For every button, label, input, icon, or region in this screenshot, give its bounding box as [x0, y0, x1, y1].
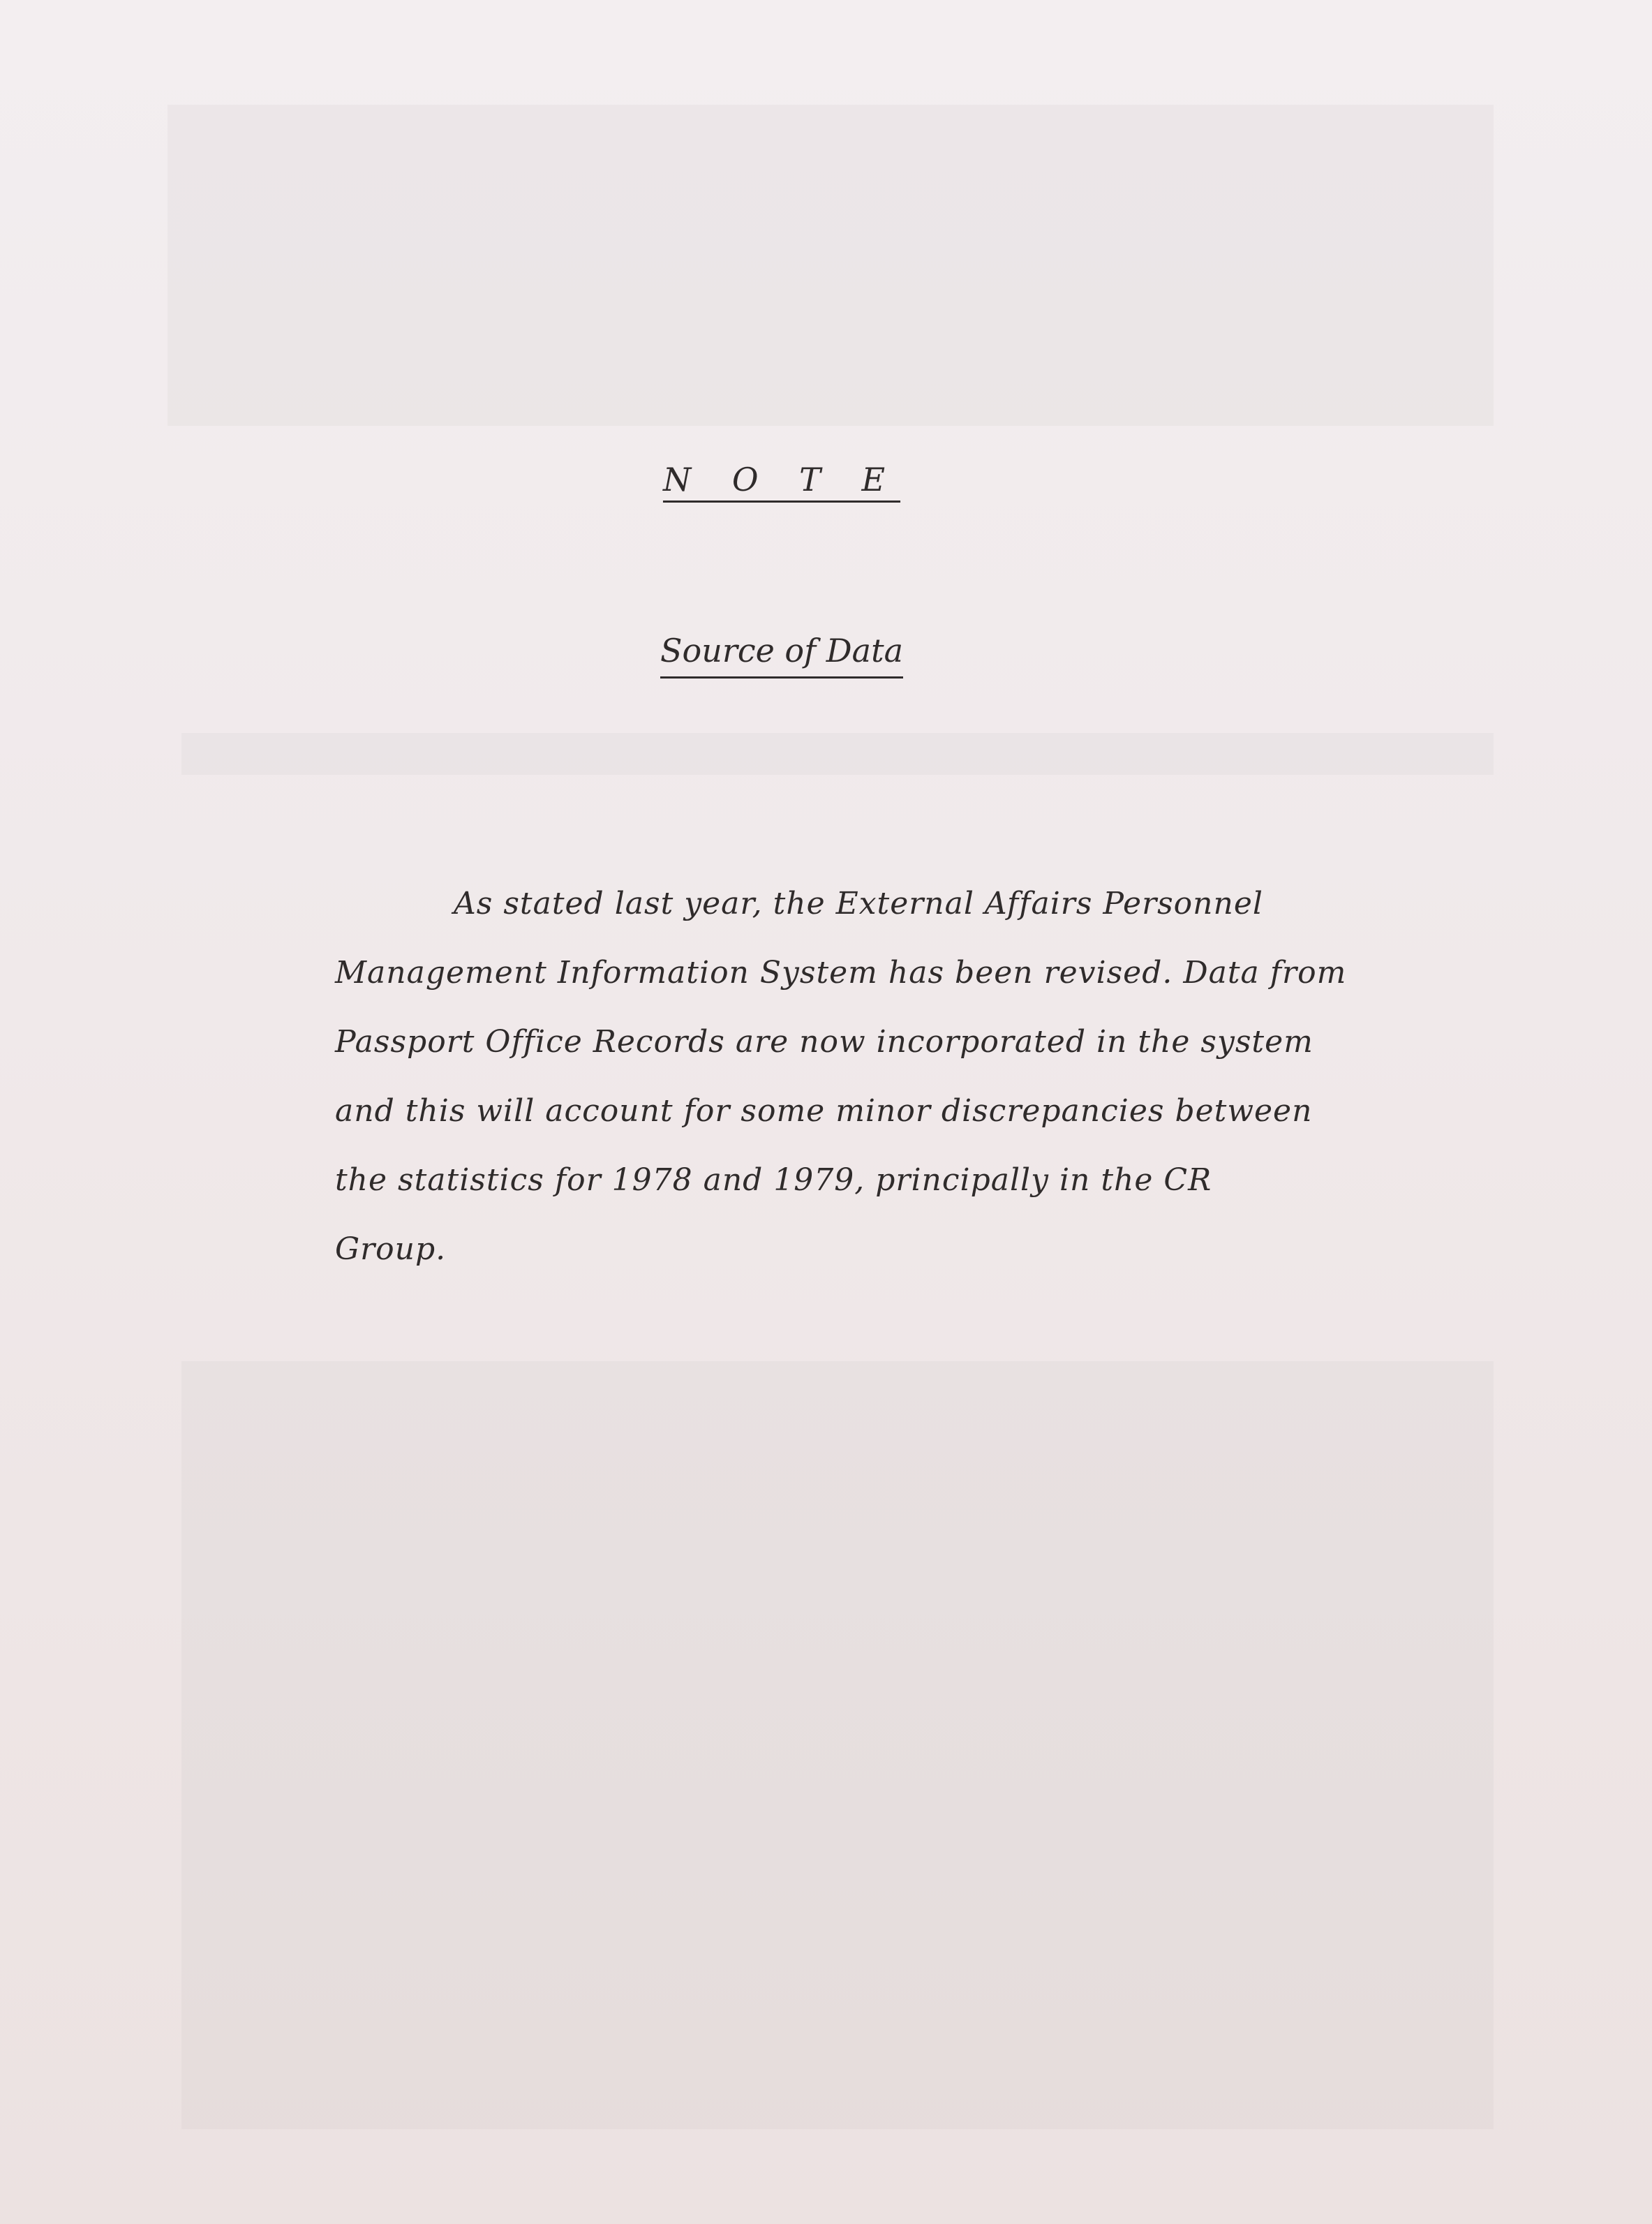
- paragraph: [335, 869, 1347, 1284]
- subtitle-text: Source of Data: [660, 632, 903, 679]
- paragraph-line: the statistics for 1978 and 1979, principally in the CR: [335, 1162, 1212, 1198]
- page-subtitle: [0, 632, 1563, 669]
- paragraph-line: As stated last year, the External Affairs Personnel: [454, 886, 1263, 921]
- show-through-block: [181, 733, 1494, 775]
- paragraph-line: Group.: [335, 1231, 447, 1267]
- show-through-block: [181, 1361, 1494, 2129]
- paragraph-line: Passport Office Records are now incorporated in the system: [335, 1024, 1314, 1060]
- paragraph-line: Management Information System has been revised. Data from: [335, 955, 1347, 991]
- show-through-block: [168, 105, 1494, 426]
- page-title: N O T E: [662, 461, 901, 498]
- paragraph-line: and this will account for some minor discrepancies between: [335, 1093, 1313, 1129]
